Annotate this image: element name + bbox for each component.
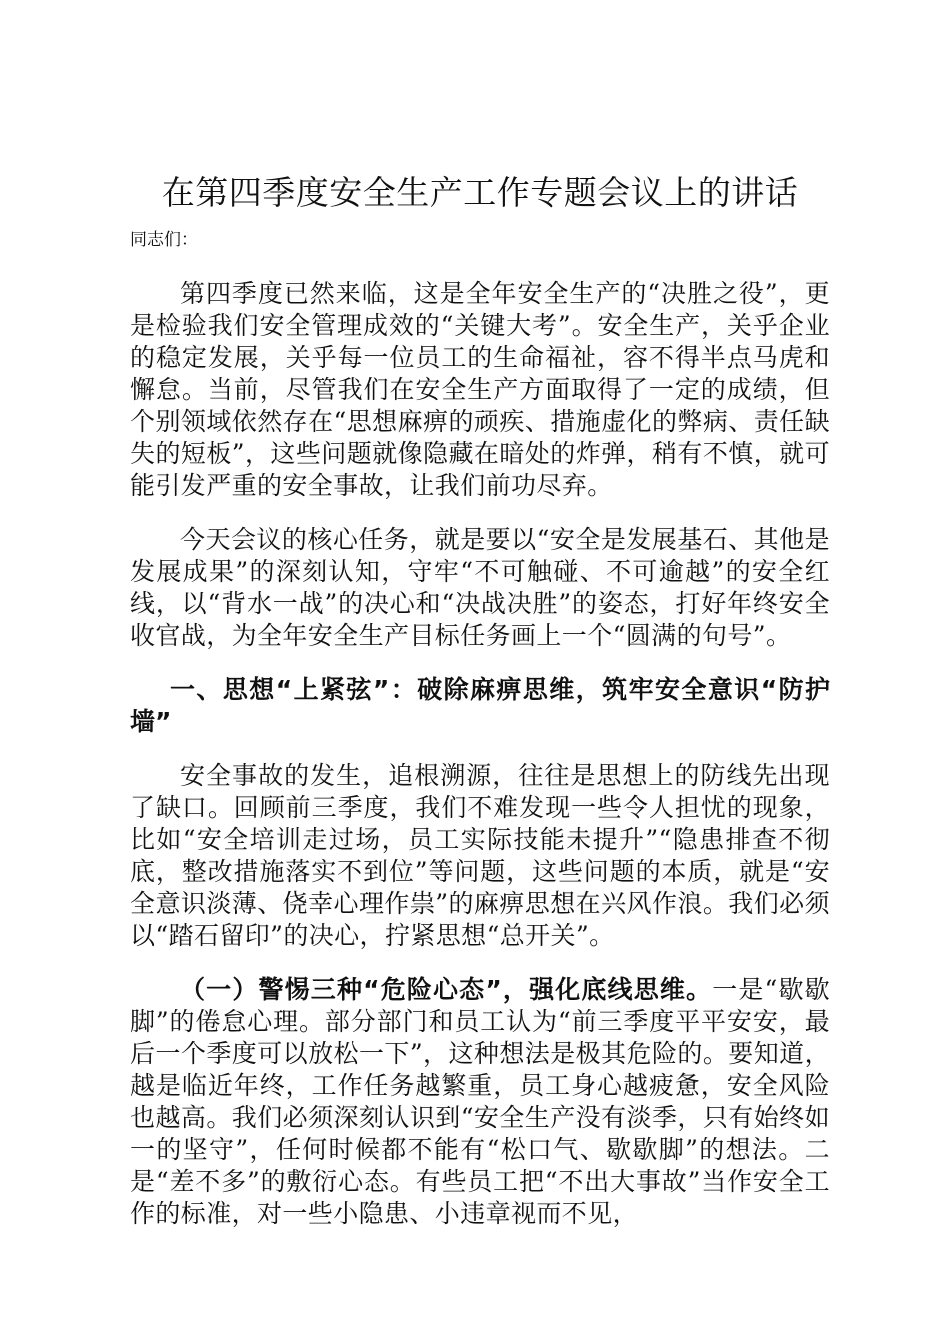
subsection-lead: （一）警惕三种“危险心态”，强化底线思维。	[180, 975, 713, 1004]
task-paragraph: 今天会议的核心任务，就是要以“安全是发展基石、其他是发展成果”的深刻认知，守牢“不可触碰、不可逾越”的安全红线，以“背水一战”的决心和“决战决胜”的姿态，打好年终安全收官战，为全年安全生产目标任务画上一个“圆满的句号”。	[130, 525, 830, 650]
document-title: 在第四季度安全生产工作专题会议上的讲话	[161, 173, 799, 212]
salutation: 同志们：	[130, 230, 198, 250]
subsection-paragraph	[130, 974, 830, 1230]
section-paragraph: 安全事故的发生，追根溯源，往往是思想上的防线先出现了缺口。回顾前三季度，我们不难发现一些令人担忧的现象，比如“安全培训走过场，员工实际技能未提升”“隐患排查不彻底，整改措施落实不到位”等问题，这些问题的本质，就是“安全意识淡薄、侥幸心理作祟”的麻痹思想在兴风作浪。我们必须以“踏石留印”的决心，拧紧思想“总开关”。	[130, 761, 830, 950]
subsection-body: 一是“歇歇脚”的倦怠心理。部分部门和员工认为“前三季度平平安安，最后一个季度可以放松一下”，这种想法是极其危险的。要知道，越是临近年终，工作任务越繁重，员工身心越疲惫，安全风险也越高。我们必须深刻认识到“安全生产没有淡季，只有始终如一的坚守”，任何时候都不能有“松口气、歇歇脚”的想法。二是“差不多”的敷衍心态。有些员工把“不出大事故”当作安全工作的标准，对一些小隐患、小违章视而不见，	[130, 975, 831, 1228]
intro-paragraph: 第四季度已然来临，这是全年安全生产的“决胜之役”，更是检验我们安全管理成效的“关键大考”。安全生产，关乎企业的稳定发展，关乎每一位员工的生命福祉，容不得半点马虎和懈怠。当前，尽管我们在安全生产方面取得了一定的成绩，但个别领域依然存在“思想麻痹的顽疾、措施虚化的弊病、责任缺失的短板”，这些问题就像隐藏在暗处的炸弹，稍有不慎，就可能引发严重的安全事故，让我们前功尽弃。	[130, 279, 830, 500]
document-page	[130, 170, 830, 1230]
section-heading: 一、思想“上紧弦”：破除麻痹思维，筑牢安全意识“防护墙”	[130, 675, 830, 736]
